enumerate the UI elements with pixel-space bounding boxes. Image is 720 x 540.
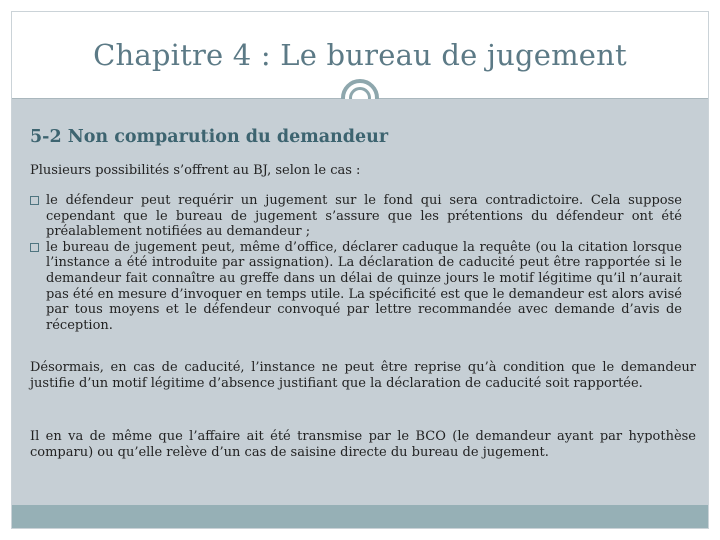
square-bullet-icon (30, 243, 39, 252)
slide (11, 11, 709, 529)
footer-bar (12, 505, 708, 528)
section-heading: 5-2 Non comparution du demandeur (30, 127, 389, 147)
content-area (12, 99, 708, 507)
list-item-text: le bureau de jugement peut, même d’office, déclarer caduque la requête (ou la citation lorsque l’instance a été introduite par assignation). La déclaration de caducité peut être rapportée si le demandeur fait connaître au greffe dans un délai de quinze jours le motif légitime qu’il n’aurait pas été en mesure d’invoquer en temps utile. La spécificité est que le demandeur est alors avisé par tous moyens et le défendeur convoqué par lettre recommandée avec demande d’avis de réception. (46, 239, 682, 333)
paragraph-caducite: Désormais, en cas de caducité, l’instance ne peut être reprise qu’à condition que le demandeur justifie d’un motif légitime d’absence justifiant que la déclaration de caducité soit rapportée. (30, 360, 696, 391)
bullet-list (30, 193, 682, 333)
list-item (30, 193, 682, 240)
list-item-text: le défendeur peut requérir un jugement sur le fond qui sera contradictoire. Cela suppose cependant que le bureau de jugement s’assure que les prétentions du défendeur ont été préalablement notifiées au demandeur ; (46, 193, 682, 240)
paragraph-bco: Il en va de même que l’affaire ait été transmise par le BCO (le demandeur ayant par hypothèse comparu) ou qu’elle relève d’un cas de saisine directe du bureau de jugement. (30, 429, 696, 460)
intro-text: Plusieurs possibilités s’offrent au BJ, selon le cas : (30, 163, 361, 178)
list-item (30, 240, 682, 334)
slide-title: Chapitre 4 : Le bureau de jugement (93, 38, 627, 72)
square-bullet-icon (30, 196, 39, 205)
